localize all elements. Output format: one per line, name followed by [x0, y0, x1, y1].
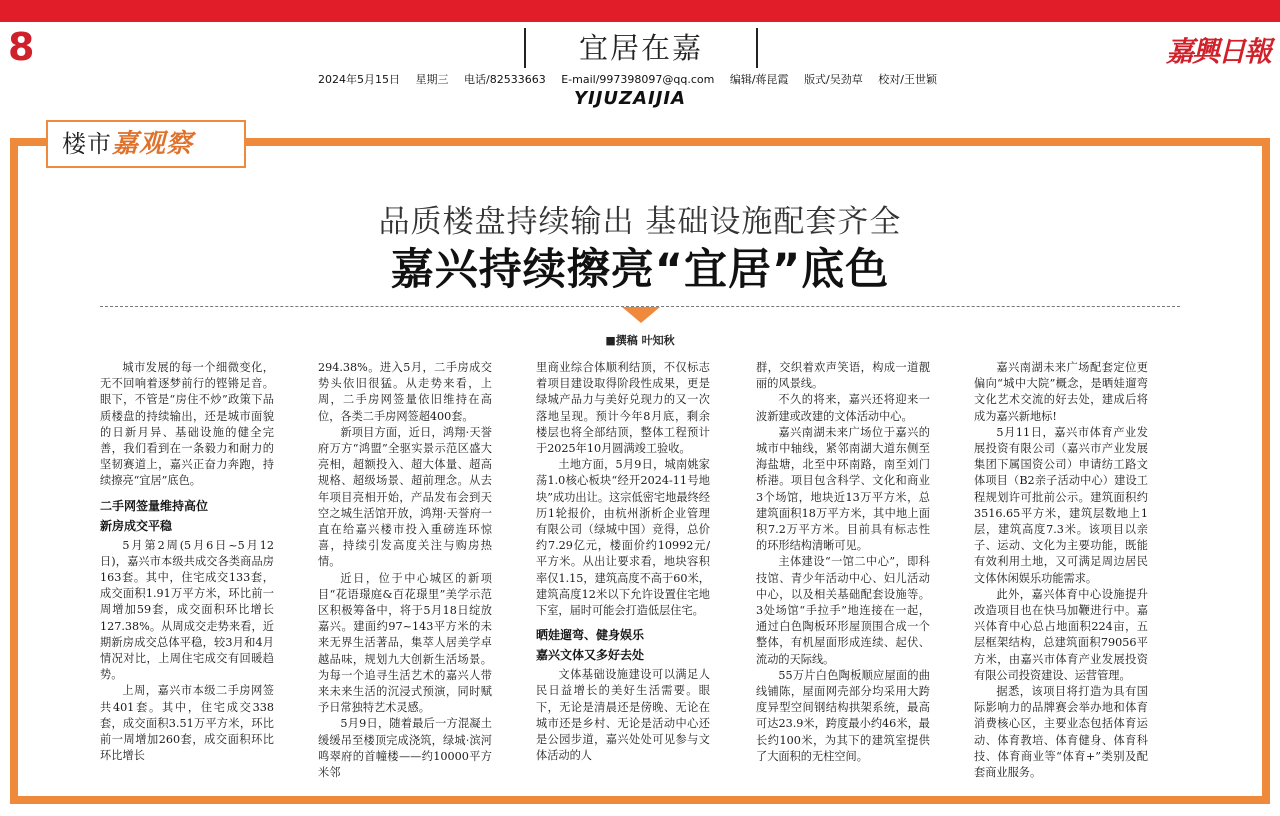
paragraph: 上周，嘉兴市本级二手房网签共401套。其中，住宅成交338套，成交面积3.51万平方米，环比前一周增加260套，成交面积环比环比增长 [100, 684, 274, 763]
section-heading: 晒娃遛弯、健身娱乐 [536, 628, 645, 643]
paragraph: 嘉兴南湖未来广场配套定位更偏向“城中大院”概念，是晒娃遛弯文化艺术交流的好去处，建成后将成为嘉兴新地标! [974, 361, 1148, 423]
masthead-info [318, 71, 978, 87]
paragraph: 嘉兴南湖未来广场位于嘉兴的城市中轴线，紧邻南湖大道东侧至海盐塘，北至中环南路，南至刘门桥港。项目包含科学、文化和商业3个场馆，地块近13万平方米，总建筑面积18万平方米，其中地上面积7.2万平方米。目前具有标志性的环形结构清晰可见。 [756, 425, 930, 553]
newspaper-logo: 嘉興日報 [1166, 35, 1271, 68]
paragraph: 新项目方面，近日，鸿翔·天誉府万方“鸿盟”全驱实景示范区盛大亮相，超额投入、超大体量、超高规格、超级场景、超前理念。从去年项目亮相开始，产品发布会到天空之城生活馆开放，鸿翔·天誉府一直在给嘉兴楼市投入重磅连环惊喜，持续引发高度关注与购房热情。 [318, 425, 492, 569]
paragraph: 此外，嘉兴体育中心设施提升改造项目也在快马加鞭进行中。嘉兴体育中心总占地面积224亩，五层框架结构，总建筑面积79056平方米，由嘉兴市体育产业发展投资有限公司投资建设、运营管理。 [974, 587, 1148, 682]
paragraph: 5月第2周(5月6日~5月12日)，嘉兴市本级共成交各类商品房163套。其中，住宅成交133套，成交面积1.91万平方米，环比前一周增加59套，成交面积环比增长127.38%。从周成交走势来看，近期新房成交总体平稳，较3月和4月情况对比，上周住宅成交有回暖趋势。 [100, 538, 274, 682]
paragraph: 土地方面，5月9日，城南姚家荡1.0核心板块“经开2024-11号地块”成功出让。这宗低密宅地最终经历1轮报价，由杭州浙析企业管理有限公司（绿城中国）竞得，总价约7.29亿元，楼面价约10992元/平方米。从出让要求看，地块容积率仅1.15，建筑高度不高于60米，建筑高度12米以下允许设置住宅地下室，届时可能会打造低层住宅。 [536, 458, 710, 618]
column-tag [46, 120, 246, 168]
contact-phone: 电话/82533663 [464, 73, 546, 86]
section-pinyin: YIJUZAIJIA [574, 88, 687, 109]
article-column-1 [100, 360, 274, 764]
paragraph: 主体建设“一馆二中心”，即科技馆、青少年活动中心、妇儿活动中心，以及相关基础配套设施等。3处场馆“手拉手”地连接在一起，通过白色陶板环形屋顶围合成一个整体，有机屋面形成连续、起伏、流动的天际线。 [756, 555, 930, 666]
layout-credit: 版式/吴劲草 [804, 73, 863, 86]
section-heading: 二手网签量维持高位 [100, 498, 209, 513]
section-heading: 嘉兴文体又多好去处 [536, 648, 645, 663]
proofread-credit: 校对/王世颖 [878, 73, 937, 86]
paragraph: 55万片白色陶板顺应屋面的曲线铺陈，屋面网壳部分均采用大跨度异型空间钢结构拱架系统，最高可达23.9米，跨度最小约46米，最长约100米，为其下的建筑室提供了大面积的无柱空间。 [756, 668, 930, 763]
article-column-3 [536, 360, 710, 764]
triangle-marker-icon [622, 307, 660, 323]
paragraph: 不久的将来，嘉兴还将迎来一波新建或改建的文体活动中心。 [756, 393, 930, 423]
paragraph: 近日，位于中心城区的新项目“花语璟庭&百花璟里”美学示范区积极筹备中，将于5月18日绽放嘉兴。建面约97~143平方米的未来无界生活著品，集萃人居美学卓越品味，规划九大创新生活场景。为每一个追寻生活艺术的嘉兴人带来未来生活的沉浸式预演，同时赋予日常独特艺术灵感。 [318, 571, 492, 715]
contact-email: E-mail/997398097@qq.com [561, 73, 715, 86]
editor-credit: 编辑/蒋昆霞 [729, 73, 789, 86]
article-headline: 嘉兴持续擦亮“宜居”底色 [390, 245, 890, 295]
section-heading: 新房成交平稳 [100, 518, 173, 533]
section-title: 宜居在嘉 [578, 31, 703, 65]
paragraph: 据悉，该项目将打造为具有国际影响力的品牌赛会举办地和体育消费核心区，主要业态包括体育运动、体育教培、体育健身、体育科技、体育商业等“体育+”类别及配套商业服务。 [974, 685, 1148, 780]
article-column-2 [318, 360, 492, 781]
article-subheadline: 品质楼盘持续输出 基础设施配套齐全 [378, 204, 902, 240]
paragraph: 5月11日，嘉兴市体育产业发展投资有限公司（嘉兴市产业发展集团下属国资公司）申请纺工路文体项目（B2亲子活动中心）建设工程规划许可批前公示。建筑面积约3516.65平方米，建筑层数地上1层，建筑高度7.3米。该项目以亲子、运动、文化为主要功能，既能有效利用土地，又可满足周边居民文体休闲娱乐功能需求。 [974, 425, 1148, 585]
column-tag-accent: 嘉观察 [112, 129, 194, 159]
paragraph: 城市发展的每一个细微变化，无不回响着逐梦前行的铿锵足音。眼下，不管是“房住不炒”政策下品质楼盘的持续输出，还是城市面貌的日新月异、基础设施的健全完善，我们看到在一条毅力和耐力的坚韧赛道上，嘉兴正奋力奔跑，持续擦亮“宜居”底色。 [100, 361, 274, 488]
article-column-5 [974, 360, 1148, 781]
paragraph: 里商业综合体顺利结顶，不仅标志着项目建设取得阶段性成果，更是绿城产品力与美好兑现力的又一次落地呈现。预计今年8月底，剩余楼层也将全部结顶，整体工程预计于2025年10月圆满竣工验收。 [536, 361, 710, 456]
section-title-box [524, 28, 758, 68]
article-byline: ■撰稿 叶知秋 [605, 334, 675, 347]
issue-date: 2024年5月15日 [318, 73, 400, 86]
paragraph: 5月9日，随着最后一方混凝土缓缓吊至楼顶完成浇筑，绿城·滨河鸣翠府的首幢楼——约10000平方米邻 [318, 717, 492, 780]
issue-weekday: 星期三 [415, 73, 449, 86]
paragraph: 群，交织着欢声笑语，构成一道靓丽的风景线。 [756, 361, 930, 391]
paragraph: 294.38%。进入5月，二手房成交势头依旧很猛。从走势来看，上周，二手房网签量依旧维持在高位，各类二手房网签超400套。 [318, 361, 492, 423]
article-column-4 [756, 360, 930, 765]
top-red-bar [0, 0, 1280, 22]
paragraph: 文体基础设施建设可以满足人民日益增长的美好生活需要。眼下，无论是清晨还是傍晚、无论在城市还是乡村、无论是活动中心还是公园步道，嘉兴处处可见参与文体活动的人 [536, 668, 710, 763]
page-number: 8 [8, 25, 35, 69]
column-tag-prefix: 楼市 [62, 130, 112, 158]
